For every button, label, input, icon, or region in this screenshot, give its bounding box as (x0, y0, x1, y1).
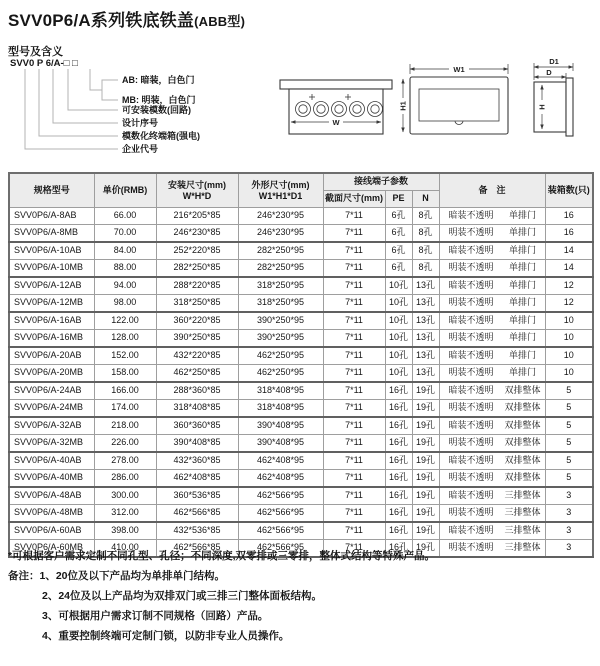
section-size-cell: 7*11 (323, 225, 385, 243)
remark-cell (439, 522, 545, 540)
header-remark: 备 注 (439, 173, 545, 208)
dim-label-d1: D1 (549, 57, 559, 66)
header-price: 单价(RMB) (94, 173, 156, 208)
n-cell: 13孔 (412, 330, 439, 348)
model-cell: SVV0P6/A-32MB (9, 435, 94, 453)
price-cell: 70.00 (94, 225, 156, 243)
install-size-cell: 216*205*85 (156, 208, 238, 225)
price-cell: 98.00 (94, 295, 156, 313)
pe-cell: 6孔 (385, 260, 412, 278)
remark-door-type: 三排整体 (504, 525, 541, 536)
header-n: N (412, 191, 439, 208)
legend-line (102, 90, 118, 100)
note-3: 3、可根据用户需求订制不同规格（回路）产品。 (42, 610, 269, 622)
table-row (9, 365, 593, 383)
model-cell: SVV0P6/A-12AB (9, 277, 94, 295)
price-cell: 66.00 (94, 208, 156, 225)
pe-cell: 10孔 (385, 295, 412, 313)
qty-cell: 5 (545, 452, 593, 470)
outline-size-cell: 318*408*95 (238, 400, 323, 418)
install-size-cell: 246*230*85 (156, 225, 238, 243)
model-cell: SVV0P6/A-40AB (9, 452, 94, 470)
spec-table (8, 172, 594, 558)
dim-label-w: W (332, 118, 340, 127)
n-cell: 8孔 (412, 225, 439, 243)
table-row (9, 225, 593, 243)
remark-door-type: 单排门 (508, 280, 536, 291)
n-cell: 19孔 (412, 540, 439, 558)
price-cell: 158.00 (94, 365, 156, 383)
legend-label-ab: AB: 暗装，白色门 (122, 75, 195, 85)
outline-size-cell: 462*250*95 (238, 347, 323, 365)
qty-cell: 12 (545, 295, 593, 313)
section-size-cell: 7*11 (323, 540, 385, 558)
outline-size-cell: 462*566*95 (238, 522, 323, 540)
remark-mounting: 明装不透明 (448, 227, 494, 238)
price-cell: 122.00 (94, 312, 156, 330)
section-size-cell: 7*11 (323, 487, 385, 505)
price-cell: 398.00 (94, 522, 156, 540)
n-cell: 19孔 (412, 452, 439, 470)
install-size-cell: 432*360*85 (156, 452, 238, 470)
note-custom: *可根据客户需求定制不同孔型、孔径；不同深度,双零排或三零排，整体式结构等特殊产品。 (8, 550, 436, 562)
model-cell: SVV0P6/A-40MB (9, 470, 94, 488)
n-cell: 8孔 (412, 242, 439, 260)
section-size-cell: 7*11 (323, 295, 385, 313)
spec-table-header (9, 173, 593, 208)
table-row (9, 347, 593, 365)
section-size-cell: 7*11 (323, 365, 385, 383)
outline-size-cell: 462*250*95 (238, 365, 323, 383)
remark-door-type: 三排整体 (504, 490, 541, 501)
section-size-cell: 7*11 (323, 330, 385, 348)
install-size-cell: 432*220*85 (156, 347, 238, 365)
model-cell: SVV0P6/A-48AB (9, 487, 94, 505)
remark-cell (439, 365, 545, 383)
pe-cell: 16孔 (385, 382, 412, 400)
pe-cell: 6孔 (385, 242, 412, 260)
pe-cell: 10孔 (385, 312, 412, 330)
n-cell: 13孔 (412, 312, 439, 330)
section-size-cell: 7*11 (323, 277, 385, 295)
remark-door-type: 单排门 (508, 367, 536, 378)
outline-size-cell: 462*566*95 (238, 505, 323, 523)
qty-cell: 14 (545, 242, 593, 260)
pe-cell: 16孔 (385, 540, 412, 558)
n-cell: 19孔 (412, 487, 439, 505)
technical-drawings (270, 56, 596, 168)
install-size-cell: 252*220*85 (156, 242, 238, 260)
n-cell: 13孔 (412, 295, 439, 313)
remark-cell (439, 382, 545, 400)
header-outline-size-line2: W1*H1*D1 (258, 190, 303, 201)
install-size-cell: 390*408*85 (156, 435, 238, 453)
table-row (9, 505, 593, 523)
price-cell: 166.00 (94, 382, 156, 400)
outline-size-cell: 318*250*95 (238, 295, 323, 313)
legend-line (53, 69, 118, 123)
section-size-cell: 7*11 (323, 400, 385, 418)
outline-size-cell: 282*250*95 (238, 242, 323, 260)
dim-label-h: H (537, 104, 547, 110)
legend-label-terminal-box: 模数化终端箱(强电) (122, 131, 200, 141)
pe-cell: 10孔 (385, 277, 412, 295)
pe-cell: 10孔 (385, 330, 412, 348)
model-cell: SVV0P6/A-32AB (9, 417, 94, 435)
model-cell: SVV0P6/A-48MB (9, 505, 94, 523)
section-size-cell: 7*11 (323, 417, 385, 435)
remark-mounting: 明装不透明 (448, 507, 494, 518)
model-code-legend (6, 56, 270, 164)
remark-mounting: 明装不透明 (448, 332, 494, 343)
outline-size-cell: 282*250*95 (238, 260, 323, 278)
remark-cell (439, 347, 545, 365)
section-size-cell: 7*11 (323, 312, 385, 330)
section-size-cell: 7*11 (323, 522, 385, 540)
qty-cell: 12 (545, 277, 593, 295)
remark-door-type: 单排门 (508, 245, 536, 256)
install-size-cell: 462*408*85 (156, 470, 238, 488)
header-model: 规格型号 (9, 173, 94, 208)
model-cell: SVV0P6/A-24MB (9, 400, 94, 418)
table-row (9, 260, 593, 278)
outline-size-cell: 390*408*95 (238, 435, 323, 453)
drawing-box-knockout-view (280, 80, 392, 134)
price-cell: 88.00 (94, 260, 156, 278)
outline-size-cell: 246*230*95 (238, 208, 323, 225)
dim-label-h1: H1 (398, 101, 408, 111)
outline-size-cell: 318*408*95 (238, 382, 323, 400)
table-row (9, 312, 593, 330)
header-outline-size-line1: 外形尺寸(mm) (251, 180, 310, 191)
header-install-size-line2: W*H*D (182, 190, 212, 201)
remark-door-type: 双排整体 (504, 437, 541, 448)
section-size-cell: 7*11 (323, 347, 385, 365)
remark-mounting: 暗装不透明 (448, 245, 494, 256)
remark-cell (439, 295, 545, 313)
install-size-cell: 282*250*85 (156, 260, 238, 278)
legend-label-modules: 可安装模数(回路) (122, 105, 191, 115)
remark-mounting: 明装不透明 (448, 367, 494, 378)
pe-cell: 6孔 (385, 208, 412, 225)
n-cell: 19孔 (412, 470, 439, 488)
remark-door-type: 三排整体 (504, 507, 541, 518)
qty-cell: 10 (545, 330, 593, 348)
remark-mounting: 暗装不透明 (448, 455, 494, 466)
table-row (9, 435, 593, 453)
model-cell: SVV0P6/A-24AB (9, 382, 94, 400)
pe-cell: 10孔 (385, 347, 412, 365)
remark-mounting: 暗装不透明 (448, 315, 494, 326)
outline-size-cell: 246*230*95 (238, 225, 323, 243)
remark-door-type: 双排整体 (504, 420, 541, 431)
qty-cell: 5 (545, 400, 593, 418)
table-row (9, 452, 593, 470)
outline-size-cell: 462*408*95 (238, 452, 323, 470)
price-cell: 218.00 (94, 417, 156, 435)
qty-cell: 5 (545, 435, 593, 453)
model-cell: SVV0P6/A-60AB (9, 522, 94, 540)
remark-cell (439, 260, 545, 278)
page-title (8, 6, 245, 31)
remark-door-type: 单排门 (508, 210, 536, 221)
qty-cell: 10 (545, 347, 593, 365)
price-cell: 278.00 (94, 452, 156, 470)
outline-size-cell: 462*408*95 (238, 470, 323, 488)
outline-size-cell: 390*250*95 (238, 312, 323, 330)
remark-cell (439, 505, 545, 523)
remark-mounting: 暗装不透明 (448, 525, 494, 536)
legend-label-mb: MB: 明装，白色门 (122, 95, 196, 105)
price-cell: 286.00 (94, 470, 156, 488)
pe-cell: 16孔 (385, 452, 412, 470)
header-install-size (156, 173, 238, 208)
install-size-cell: 462*566*85 (156, 505, 238, 523)
remark-mounting: 暗装不透明 (448, 385, 494, 396)
qty-cell: 10 (545, 312, 593, 330)
page-title-main: SVV0P6/A系列铁底铁盖 (8, 11, 195, 30)
model-cell: SVV0P6/A-8AB (9, 208, 94, 225)
remark-door-type: 双排整体 (504, 455, 541, 466)
remark-cell (439, 487, 545, 505)
section-size-cell: 7*11 (323, 382, 385, 400)
install-size-cell: 288*220*85 (156, 277, 238, 295)
section-size-cell: 7*11 (323, 435, 385, 453)
n-cell: 8孔 (412, 260, 439, 278)
n-cell: 19孔 (412, 522, 439, 540)
header-qty: 装箱数(只) (545, 173, 593, 208)
remark-cell (439, 330, 545, 348)
price-cell: 84.00 (94, 242, 156, 260)
qty-cell: 16 (545, 225, 593, 243)
section-size-cell: 7*11 (323, 208, 385, 225)
legend-line (102, 80, 118, 90)
model-cell: SVV0P6/A-16AB (9, 312, 94, 330)
install-size-cell: 360*536*85 (156, 487, 238, 505)
drawing-side-view (534, 57, 573, 136)
pe-cell: 16孔 (385, 522, 412, 540)
outline-size-cell: 390*408*95 (238, 417, 323, 435)
remark-cell (439, 225, 545, 243)
install-size-cell: 432*536*85 (156, 522, 238, 540)
install-size-cell: 360*360*85 (156, 417, 238, 435)
n-cell: 19孔 (412, 400, 439, 418)
pe-cell: 16孔 (385, 400, 412, 418)
remark-mounting: 明装不透明 (448, 402, 494, 413)
table-row (9, 470, 593, 488)
n-cell: 19孔 (412, 382, 439, 400)
pe-cell: 16孔 (385, 470, 412, 488)
section-size-cell: 7*11 (323, 470, 385, 488)
n-cell: 19孔 (412, 417, 439, 435)
table-row (9, 487, 593, 505)
legend-line (90, 69, 102, 90)
outline-size-cell: 462*566*95 (238, 540, 323, 558)
price-cell: 94.00 (94, 277, 156, 295)
section-size-cell: 7*11 (323, 452, 385, 470)
price-cell: 300.00 (94, 487, 156, 505)
n-cell: 13孔 (412, 347, 439, 365)
footnotes (8, 550, 592, 650)
remark-cell (439, 277, 545, 295)
remark-door-type: 单排门 (508, 297, 536, 308)
remark-mounting: 明装不透明 (448, 472, 494, 483)
remark-door-type: 单排门 (508, 315, 536, 326)
remark-cell (439, 435, 545, 453)
page-title-suffix: (ABB型) (194, 14, 246, 29)
remark-cell (439, 242, 545, 260)
n-cell: 8孔 (412, 208, 439, 225)
section-size-cell: 7*11 (323, 260, 385, 278)
price-cell: 410.00 (94, 540, 156, 558)
install-size-cell: 390*250*85 (156, 330, 238, 348)
table-row (9, 242, 593, 260)
remark-door-type: 双排整体 (504, 402, 541, 413)
install-size-cell: 360*220*85 (156, 312, 238, 330)
model-cell: SVV0P6/A-20AB (9, 347, 94, 365)
remark-mounting: 明装不透明 (448, 262, 494, 273)
n-cell: 13孔 (412, 277, 439, 295)
dim-label-d: D (546, 68, 552, 77)
header-outline-size (238, 173, 323, 208)
header-terminal-group: 接线端子参数 (323, 173, 439, 191)
remark-cell (439, 470, 545, 488)
model-cell: SVV0P6/A-10MB (9, 260, 94, 278)
model-cell: SVV0P6/A-8MB (9, 225, 94, 243)
install-size-cell: 318*408*85 (156, 400, 238, 418)
outline-size-cell: 462*566*95 (238, 487, 323, 505)
header-pe: PE (385, 191, 412, 208)
remark-door-type: 双排整体 (504, 472, 541, 483)
pe-cell: 10孔 (385, 365, 412, 383)
remark-door-type: 单排门 (508, 332, 536, 343)
pe-cell: 16孔 (385, 435, 412, 453)
spec-table-body (9, 208, 593, 558)
pe-cell: 16孔 (385, 417, 412, 435)
remark-mounting: 明装不透明 (448, 542, 494, 553)
qty-cell: 5 (545, 417, 593, 435)
price-cell: 226.00 (94, 435, 156, 453)
outline-size-cell: 318*250*95 (238, 277, 323, 295)
remark-cell (439, 208, 545, 225)
table-row (9, 208, 593, 225)
install-size-cell: 462*250*85 (156, 365, 238, 383)
pe-cell: 16孔 (385, 505, 412, 523)
price-cell: 174.00 (94, 400, 156, 418)
qty-cell: 3 (545, 540, 593, 558)
model-cell: SVV0P6/A-20MB (9, 365, 94, 383)
outline-size-cell: 390*250*95 (238, 330, 323, 348)
table-row (9, 522, 593, 540)
section-size-cell: 7*11 (323, 242, 385, 260)
pe-cell: 6孔 (385, 225, 412, 243)
header-install-size-line1: 安装尺寸(mm) (168, 180, 226, 191)
model-cell: SVV0P6/A-16MB (9, 330, 94, 348)
table-row (9, 400, 593, 418)
note-1: 备注：1、20位及以下产品均为单排单门结构。 (8, 570, 226, 582)
qty-cell: 5 (545, 470, 593, 488)
legend-label-design-serial: 设计序号 (122, 118, 159, 128)
remark-cell (439, 452, 545, 470)
install-size-cell: 462*566*85 (156, 540, 238, 558)
remark-door-type: 单排门 (508, 227, 536, 238)
n-cell: 19孔 (412, 435, 439, 453)
section-size-cell: 7*11 (323, 505, 385, 523)
remark-mounting: 暗装不透明 (448, 420, 494, 431)
table-row (9, 382, 593, 400)
dim-label-w1: W1 (453, 65, 465, 74)
n-cell: 13孔 (412, 365, 439, 383)
qty-cell: 3 (545, 522, 593, 540)
section-heading: 型号及含义 (8, 46, 63, 58)
pe-cell: 16孔 (385, 487, 412, 505)
drawing-front-view (399, 64, 509, 134)
model-cell: SVV0P6/A-60MB (9, 540, 94, 558)
remark-cell (439, 312, 545, 330)
remark-mounting: 暗装不透明 (448, 350, 494, 361)
qty-cell: 14 (545, 260, 593, 278)
price-cell: 152.00 (94, 347, 156, 365)
table-row (9, 277, 593, 295)
table-row (9, 417, 593, 435)
n-cell: 19孔 (412, 505, 439, 523)
qty-cell: 3 (545, 505, 593, 523)
price-cell: 312.00 (94, 505, 156, 523)
remark-cell (439, 400, 545, 418)
qty-cell: 16 (545, 208, 593, 225)
table-row (9, 295, 593, 313)
model-cell: SVV0P6/A-12MB (9, 295, 94, 313)
remark-door-type: 双排整体 (504, 385, 541, 396)
qty-cell: 5 (545, 382, 593, 400)
model-cell: SVV0P6/A-10AB (9, 242, 94, 260)
note-2: 2、24位及以上产品均为双排双门或三排三门整体面板结构。 (42, 590, 323, 602)
qty-cell: 3 (545, 487, 593, 505)
remark-mounting: 暗装不透明 (448, 210, 494, 221)
remark-door-type: 单排门 (508, 262, 536, 273)
remark-door-type: 三排整体 (504, 542, 541, 553)
remark-mounting: 明装不透明 (448, 297, 494, 308)
remark-cell (439, 417, 545, 435)
legend-label-company-code: 企业代号 (122, 144, 159, 154)
price-cell: 128.00 (94, 330, 156, 348)
table-row (9, 330, 593, 348)
note-4: 4、重要控制终端可定制门锁，以防非专业人员操作。 (42, 630, 290, 642)
legend-line (39, 69, 118, 136)
remark-mounting: 暗装不透明 (448, 280, 494, 291)
model-code-text: SVV0 P 6/A-□ □ (10, 58, 78, 69)
install-size-cell: 288*360*85 (156, 382, 238, 400)
remark-mounting: 暗装不透明 (448, 490, 494, 501)
install-size-cell: 318*250*85 (156, 295, 238, 313)
header-section-size: 截面尺寸(mm) (323, 191, 385, 208)
remark-door-type: 单排门 (508, 350, 536, 361)
remark-mounting: 明装不透明 (448, 437, 494, 448)
qty-cell: 10 (545, 365, 593, 383)
